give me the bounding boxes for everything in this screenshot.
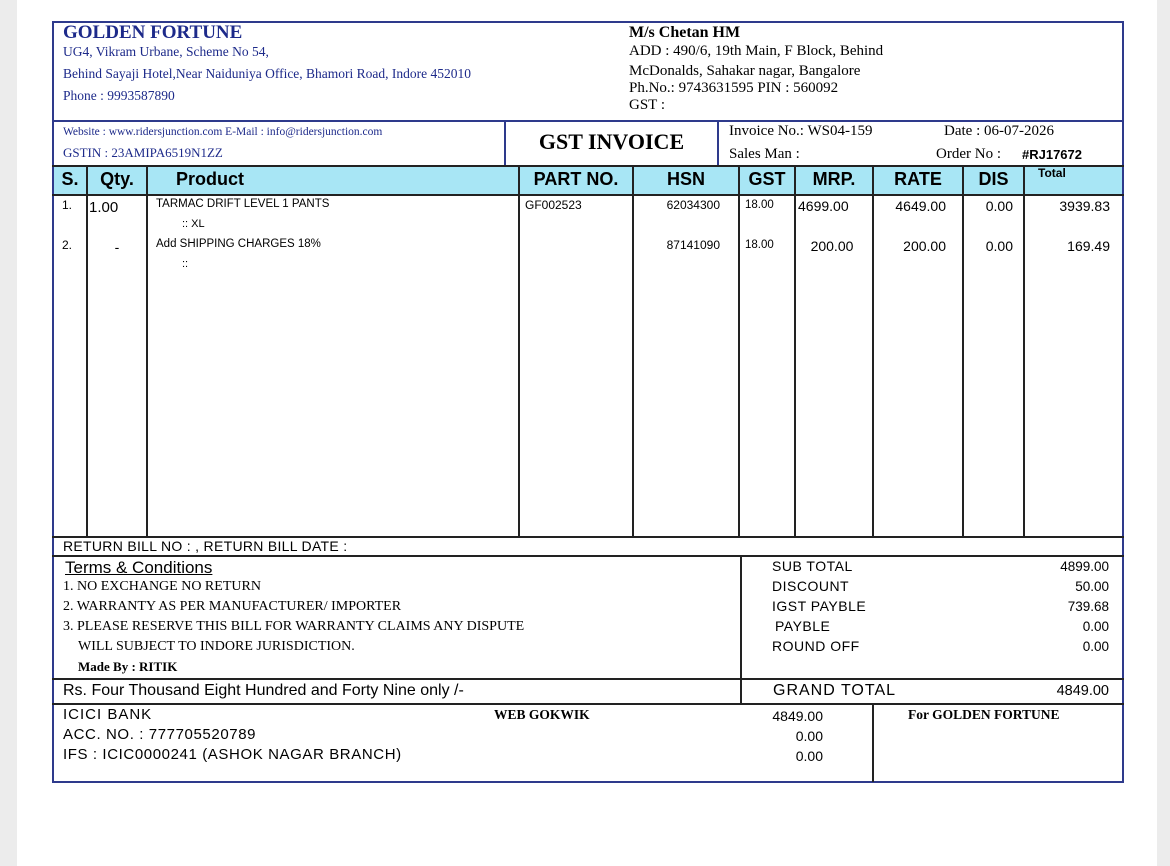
- terms-line3: 3. PLEASE RESERVE THIS BILL FOR WARRANTY CLAIMS ANY DISPUTE: [63, 619, 525, 634]
- bank-account: ACC. NO. : 777705520789: [63, 726, 257, 743]
- header-mrp: MRP.: [812, 169, 856, 189]
- row2-product-variant: ::: [182, 258, 189, 270]
- payment-amount-1: 4849.00: [772, 708, 823, 724]
- terms-title: Terms & Conditions: [65, 558, 213, 577]
- payble-value: 0.00: [1082, 619, 1109, 634]
- terms-line4: WILL SUBJECT TO INDORE JURISDICTION.: [78, 639, 355, 654]
- igst-value: 739.68: [1067, 599, 1109, 614]
- row2-sn: 2.: [62, 238, 73, 252]
- sales-man: Sales Man :: [729, 146, 800, 162]
- discount-value: 50.00: [1075, 579, 1109, 594]
- seller-address-line1: UG4, Vikram Urbane, Scheme No 54,: [63, 44, 269, 59]
- row2-hsn: 87141090: [666, 238, 720, 252]
- header-dis: DIS: [978, 169, 1009, 189]
- row1-mrp: 4699.00: [798, 198, 849, 214]
- row1-rate: 4649.00: [895, 198, 946, 214]
- sub-total-label: SUB TOTAL: [772, 558, 853, 574]
- row1-product: TARMAC DRIFT LEVEL 1 PANTS: [156, 198, 330, 210]
- row1-total: 3939.83: [1059, 198, 1110, 214]
- row1-dis: 0.00: [985, 198, 1013, 214]
- frame-left: [52, 21, 54, 783]
- row1-gst: 18.00: [745, 199, 774, 211]
- return-bill-line: [52, 555, 1124, 557]
- header-gst: GST: [748, 169, 786, 189]
- col-divider: [86, 166, 88, 536]
- buyer-name: M/s Chetan HM: [629, 24, 741, 41]
- invoice-number: Invoice No.: WS04-159: [729, 123, 873, 139]
- grand-total-value: 4849.00: [1056, 683, 1109, 699]
- terms-line1: 1. NO EXCHANGE NO RETURN: [63, 579, 261, 594]
- return-bill-info: RETURN BILL NO : , RETURN BILL DATE :: [63, 538, 348, 554]
- buyer-phone-pin: Ph.No.: 9743631595 PIN : 560092: [629, 80, 839, 96]
- header-sn: S.: [61, 169, 79, 189]
- col-divider: [872, 166, 874, 536]
- invoice-title: GST INVOICE: [538, 129, 685, 154]
- row1-sn: 1.: [62, 198, 73, 212]
- sub-total-value: 4899.00: [1060, 559, 1109, 574]
- col-divider: [632, 166, 634, 536]
- col-divider: [962, 166, 964, 536]
- igst-label: IGST PAYBLE: [772, 598, 867, 614]
- payment-amount-2: 0.00: [795, 728, 823, 744]
- words-top-line: [52, 678, 1124, 680]
- round-off-value: 0.00: [1082, 639, 1109, 654]
- invoice-date: Date : 06-07-2026: [944, 123, 1054, 139]
- bank-name: ICICI BANK: [63, 706, 153, 723]
- seller-address-line2: Behind Sayaji Hotel,Near Naiduniya Office, Bhamori Road, Indore 452010: [63, 66, 472, 81]
- payment-amount-3: 0.00: [795, 748, 823, 764]
- row2-qty: -: [114, 239, 120, 255]
- order-number-label: Order No :: [936, 146, 1001, 162]
- row2-gst: 18.00: [745, 239, 774, 251]
- row2-total: 169.49: [1067, 238, 1110, 254]
- words-bottom-line: [52, 703, 1124, 705]
- payble-label: PAYBLE: [775, 618, 831, 634]
- header-product: Product: [176, 169, 245, 189]
- buyer-gst: GST :: [629, 97, 665, 113]
- title-box-right: [717, 120, 719, 166]
- row1-part-no: GF002523: [525, 198, 582, 212]
- row2-mrp: 200.00: [810, 238, 854, 254]
- signature-divider: [872, 703, 874, 782]
- row1-product-variant: :: XL: [182, 218, 205, 230]
- row2-product: Add SHIPPING CHARGES 18%: [156, 238, 321, 250]
- grand-total-label: GRAND TOTAL: [773, 682, 897, 699]
- seller-phone: Phone : 9993587890: [63, 88, 175, 103]
- col-divider: [794, 166, 796, 536]
- signatory-company: For GOLDEN FORTUNE: [908, 707, 1060, 722]
- row1-qty: 1.00: [89, 199, 119, 216]
- round-off-label: ROUND OFF: [772, 638, 860, 654]
- header-hsn: HSN: [666, 169, 705, 189]
- seller-name: GOLDEN FORTUNE: [63, 22, 243, 43]
- header-divider: [52, 120, 1124, 122]
- bank-ifsc: IFS : ICIC0000241 (ASHOK NAGAR BRANCH): [63, 746, 402, 763]
- col-divider: [1023, 166, 1025, 536]
- col-divider: [738, 166, 740, 536]
- header-qty: Qty.: [100, 169, 134, 189]
- row2-dis: 0.00: [985, 238, 1013, 254]
- frame-bottom: [52, 781, 1124, 783]
- seller-gstin: GSTIN : 23AMIPA6519N1ZZ: [63, 145, 223, 160]
- seller-website-email: Website : www.ridersjunction.com E-Mail : info@ridersjunction.com: [63, 126, 383, 138]
- payment-mode: WEB GOKWIK: [494, 707, 590, 722]
- header-part-no: PART NO.: [533, 169, 619, 189]
- summary-divider: [740, 555, 742, 705]
- made-by: Made By : RITIK: [78, 659, 178, 674]
- header-total: Total: [1038, 166, 1066, 180]
- amount-in-words: Rs. Four Thousand Eight Hundred and Forty Nine only /-: [63, 682, 464, 699]
- buyer-address-line1: ADD : 490/6, 19th Main, F Block, Behind: [629, 43, 884, 59]
- header-rate: RATE: [894, 169, 942, 189]
- row2-rate: 200.00: [903, 238, 946, 254]
- col-divider: [518, 166, 520, 536]
- buyer-address-line2: McDonalds, Sahakar nagar, Bangalore: [629, 63, 861, 79]
- discount-label: DISCOUNT: [772, 578, 850, 594]
- frame-right: [1122, 21, 1124, 783]
- order-number: #RJ17672: [1022, 147, 1082, 162]
- row1-hsn: 62034300: [666, 198, 720, 212]
- col-divider: [146, 166, 148, 536]
- terms-line2: 2. WARRANTY AS PER MANUFACTURER/ IMPORTER: [63, 599, 402, 614]
